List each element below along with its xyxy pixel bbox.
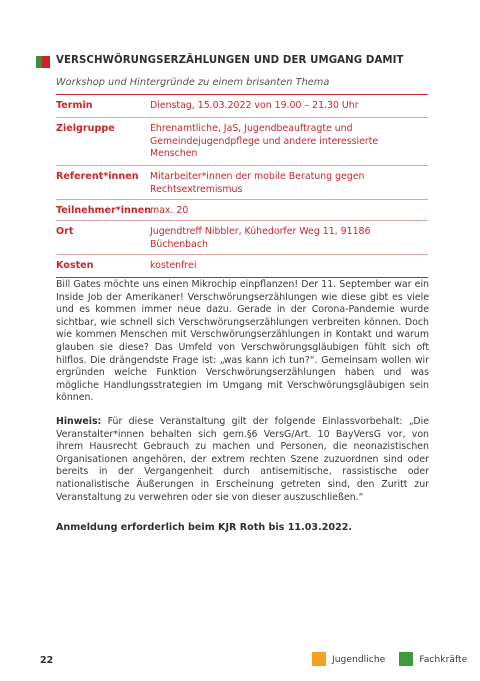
info-row-zielgruppe	[56, 118, 428, 166]
page-number: 22	[40, 655, 54, 666]
info-row-referenten	[56, 166, 428, 200]
info-row-termin	[56, 95, 428, 118]
info-label: Zielgruppe	[56, 123, 115, 134]
flag-red-segment	[42, 56, 50, 68]
info-row-ort	[56, 221, 428, 255]
info-value: Jugendtreff Nibbler, Kühedorfer Weg 11, 91186 Büchenbach	[150, 226, 371, 250]
info-label: Ort	[56, 226, 74, 237]
audience-legend	[312, 652, 467, 666]
note-paragraph	[56, 416, 429, 504]
info-label: Referent*innen	[56, 171, 139, 182]
info-value: Dienstag, 15.03.2022 von 19.00 – 21.30 Uhr	[150, 100, 359, 111]
jugendliche-swatch-icon	[312, 652, 326, 666]
info-row-teilnehmer	[56, 200, 428, 221]
note-label: Hinweis:	[56, 416, 102, 427]
note-text: Für diese Veranstaltung gilt der folgende Einlassvorbehalt: „Die Veranstalter*innen behalten sich gem.§6 VersG/Art. 10 BayVersG vor, von ihrem Hausrecht Gebrauch zu machen und Personen, die neonazistischen Organisationen angehören, der extrem rechten Szene zuzuordnen sind oder bereits in der Vergangenheit durch antisemitische, rassistische oder nationalistische Äußerungen in Erscheinung getreten sind, den Zuritt zur Veranstaltung zu verwehren oder sie von dieser auszuschließen.“	[56, 416, 430, 503]
section-flag-icon	[36, 56, 50, 68]
info-label: Kosten	[56, 260, 94, 271]
legend-label-jugendliche: Jugendliche	[332, 653, 386, 665]
page-subtitle: Workshop und Hintergründe zu einem brisanten Thema	[56, 77, 330, 88]
fachkraefte-swatch-icon	[399, 652, 413, 666]
page-title: VERSCHWÖRUNGSERZÄHLUNGEN UND DER UMGANG DAMIT	[56, 55, 404, 66]
event-info-table	[56, 94, 428, 278]
info-value: max. 20	[150, 205, 189, 216]
info-value: kostenfrei	[150, 260, 197, 271]
info-label: Termin	[56, 100, 93, 111]
info-row-kosten	[56, 255, 428, 278]
intro-paragraph: Bill Gates möchte uns einen Mikrochip einpflanzen! Der 11. September war ein Inside Job der Amerikaner! Verschwörungserzählungen wie diese gibt es viele und es kommen immer neue dazu. Gerade in der Corona-Pandemie wurde sichtbar, wie schnell sich Verschwörungserzählungen verbreiten können. Doch wie kommen Menschen mit Verschwörungserzählungen in Kontakt und warum glauben sie diese? Das Umfeld von Verschwörungsgläubigen fühlt sich oft hilflos. Die drängendste Frage ist: „was kann ich tun?“. Gemeinsam wollen wir ergründen welche Funktion Verschwörungserzählungen haben und was mögliche Handlungsstrategien im Umgang mit Verschwörungsgläubigen sein können.	[56, 279, 429, 404]
info-label: Teilnehmer*innen	[56, 205, 152, 216]
info-value: Mitarbeiter*innen der mobile Beratung gegen Rechtsextremismus	[150, 171, 365, 195]
registration-notice: Anmeldung erforderlich beim KJR Roth bis 11.03.2022.	[56, 522, 353, 533]
info-value: Ehrenamtliche, JaS, Jugendbeauftragte und Gemeindejugendpflege und andere interessierte Menschen	[150, 123, 379, 159]
legend-label-fachkraefte: Fachkräfte	[419, 653, 468, 665]
